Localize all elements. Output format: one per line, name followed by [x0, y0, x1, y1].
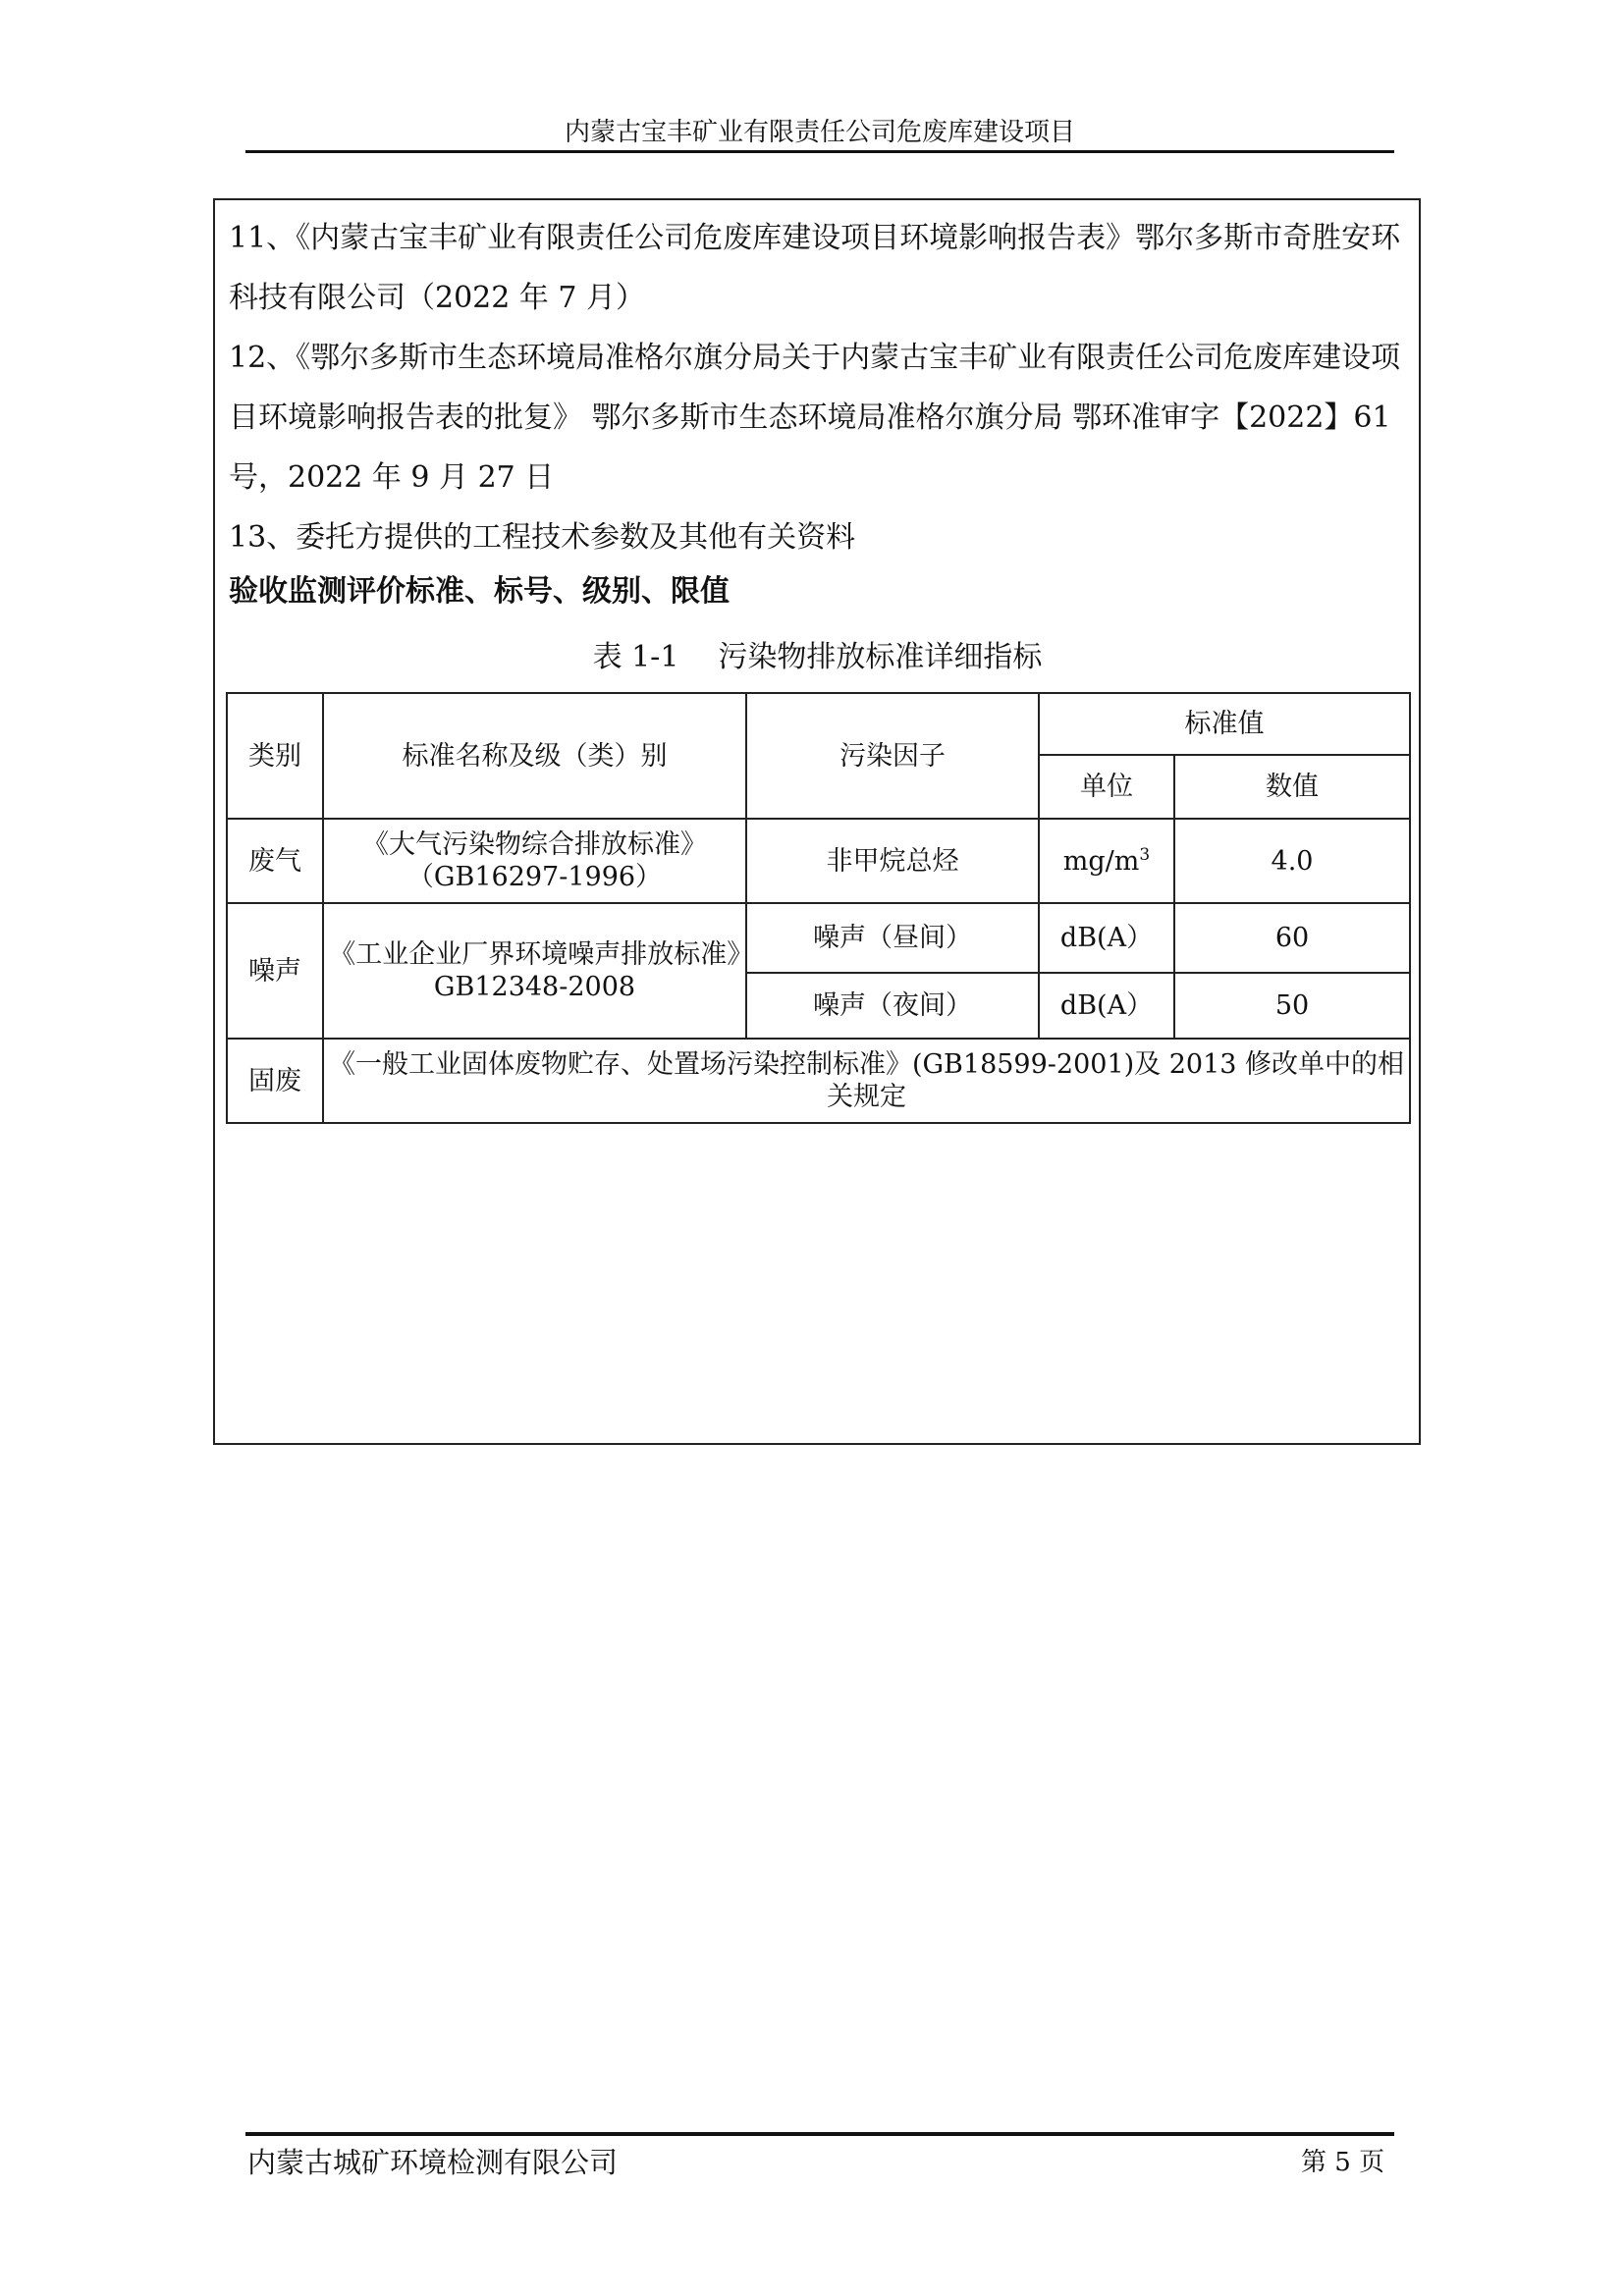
- cell-category-noise: 噪声: [227, 903, 323, 1039]
- emission-standards-table: [226, 692, 1411, 1124]
- cell-unit-noise-day: dB(A）: [1039, 903, 1174, 973]
- cell-standard-solid-waste: 《一般工业固体废物贮存、处置场污染控制标准》(GB18599-2001)及 2013 修改单中的相关规定: [323, 1039, 1410, 1123]
- footer-page-number: 第 5 页: [1301, 2148, 1385, 2177]
- section-heading: 验收监测评价标准、标号、级别、限值: [229, 574, 730, 609]
- cell-standard-noise: 《工业企业厂界环境噪声排放标准》GB12348-2008: [323, 903, 746, 1039]
- cell-category-solid-waste: 固废: [227, 1039, 323, 1123]
- header-value: 数值: [1174, 755, 1410, 819]
- cell-value-noise-day: 60: [1174, 903, 1410, 973]
- unit-superscript: 3: [1139, 844, 1151, 865]
- table-row-solid-waste: [227, 1039, 1410, 1123]
- header-category: 类别: [227, 693, 323, 819]
- reference-item-11: 11、《内蒙古宝丰矿业有限责任公司危废库建设项目环境影响报告表》鄂尔多斯市奇胜安环科技有限公司（2022 年 7 月）: [229, 221, 1401, 315]
- footer-company-name: 内蒙古城矿环境检测有限公司: [247, 2146, 619, 2179]
- header-pollutant: 污染因子: [746, 693, 1039, 819]
- footer-divider: [245, 2132, 1394, 2136]
- table-row-waste-gas: [227, 819, 1410, 903]
- unit-base: mg/m: [1062, 845, 1140, 877]
- table-caption-title: 污染物排放标准详细指标: [718, 640, 1043, 674]
- reference-item-13: 13、委托方提供的工程技术参数及其他有关资料: [229, 520, 856, 555]
- cell-pollutant-nmhc: 非甲烷总烃: [746, 819, 1039, 903]
- reference-item-12: 12、《鄂尔多斯市生态环境局准格尔旗分局关于内蒙古宝丰矿业有限责任公司危废库建设项目环境影响报告表的批复》 鄂尔多斯市生态环境局准格尔旗分局 鄂环准审字【2022】61 号，2022 年 9 月 27 日: [229, 341, 1401, 495]
- table-caption: [226, 633, 1409, 682]
- reference-list: [229, 208, 1412, 567]
- cell-category-waste-gas: 废气: [227, 819, 323, 903]
- table-header-row: [227, 693, 1410, 755]
- page-header-title: 内蒙古宝丰矿业有限责任公司危废库建设项目: [564, 118, 1075, 147]
- cell-pollutant-noise-night: 噪声（夜间）: [746, 973, 1039, 1039]
- header-standard-name: 标准名称及级（类）别: [323, 693, 746, 819]
- cell-unit-mg-m3: [1039, 819, 1174, 903]
- cell-standard-waste-gas: 《大气污染物综合排放标准》（GB16297-1996）: [323, 819, 746, 903]
- header-divider: [245, 150, 1394, 153]
- cell-value-nmhc: 4.0: [1174, 819, 1410, 903]
- cell-pollutant-noise-day: 噪声（昼间）: [746, 903, 1039, 973]
- header-standard-value: 标准值: [1039, 693, 1410, 755]
- cell-value-noise-night: 50: [1174, 973, 1410, 1039]
- table-row-noise-day: [227, 903, 1410, 973]
- header-unit: 单位: [1039, 755, 1174, 819]
- cell-unit-noise-night: dB(A）: [1039, 973, 1174, 1039]
- table-caption-number: 表 1-1: [592, 640, 679, 674]
